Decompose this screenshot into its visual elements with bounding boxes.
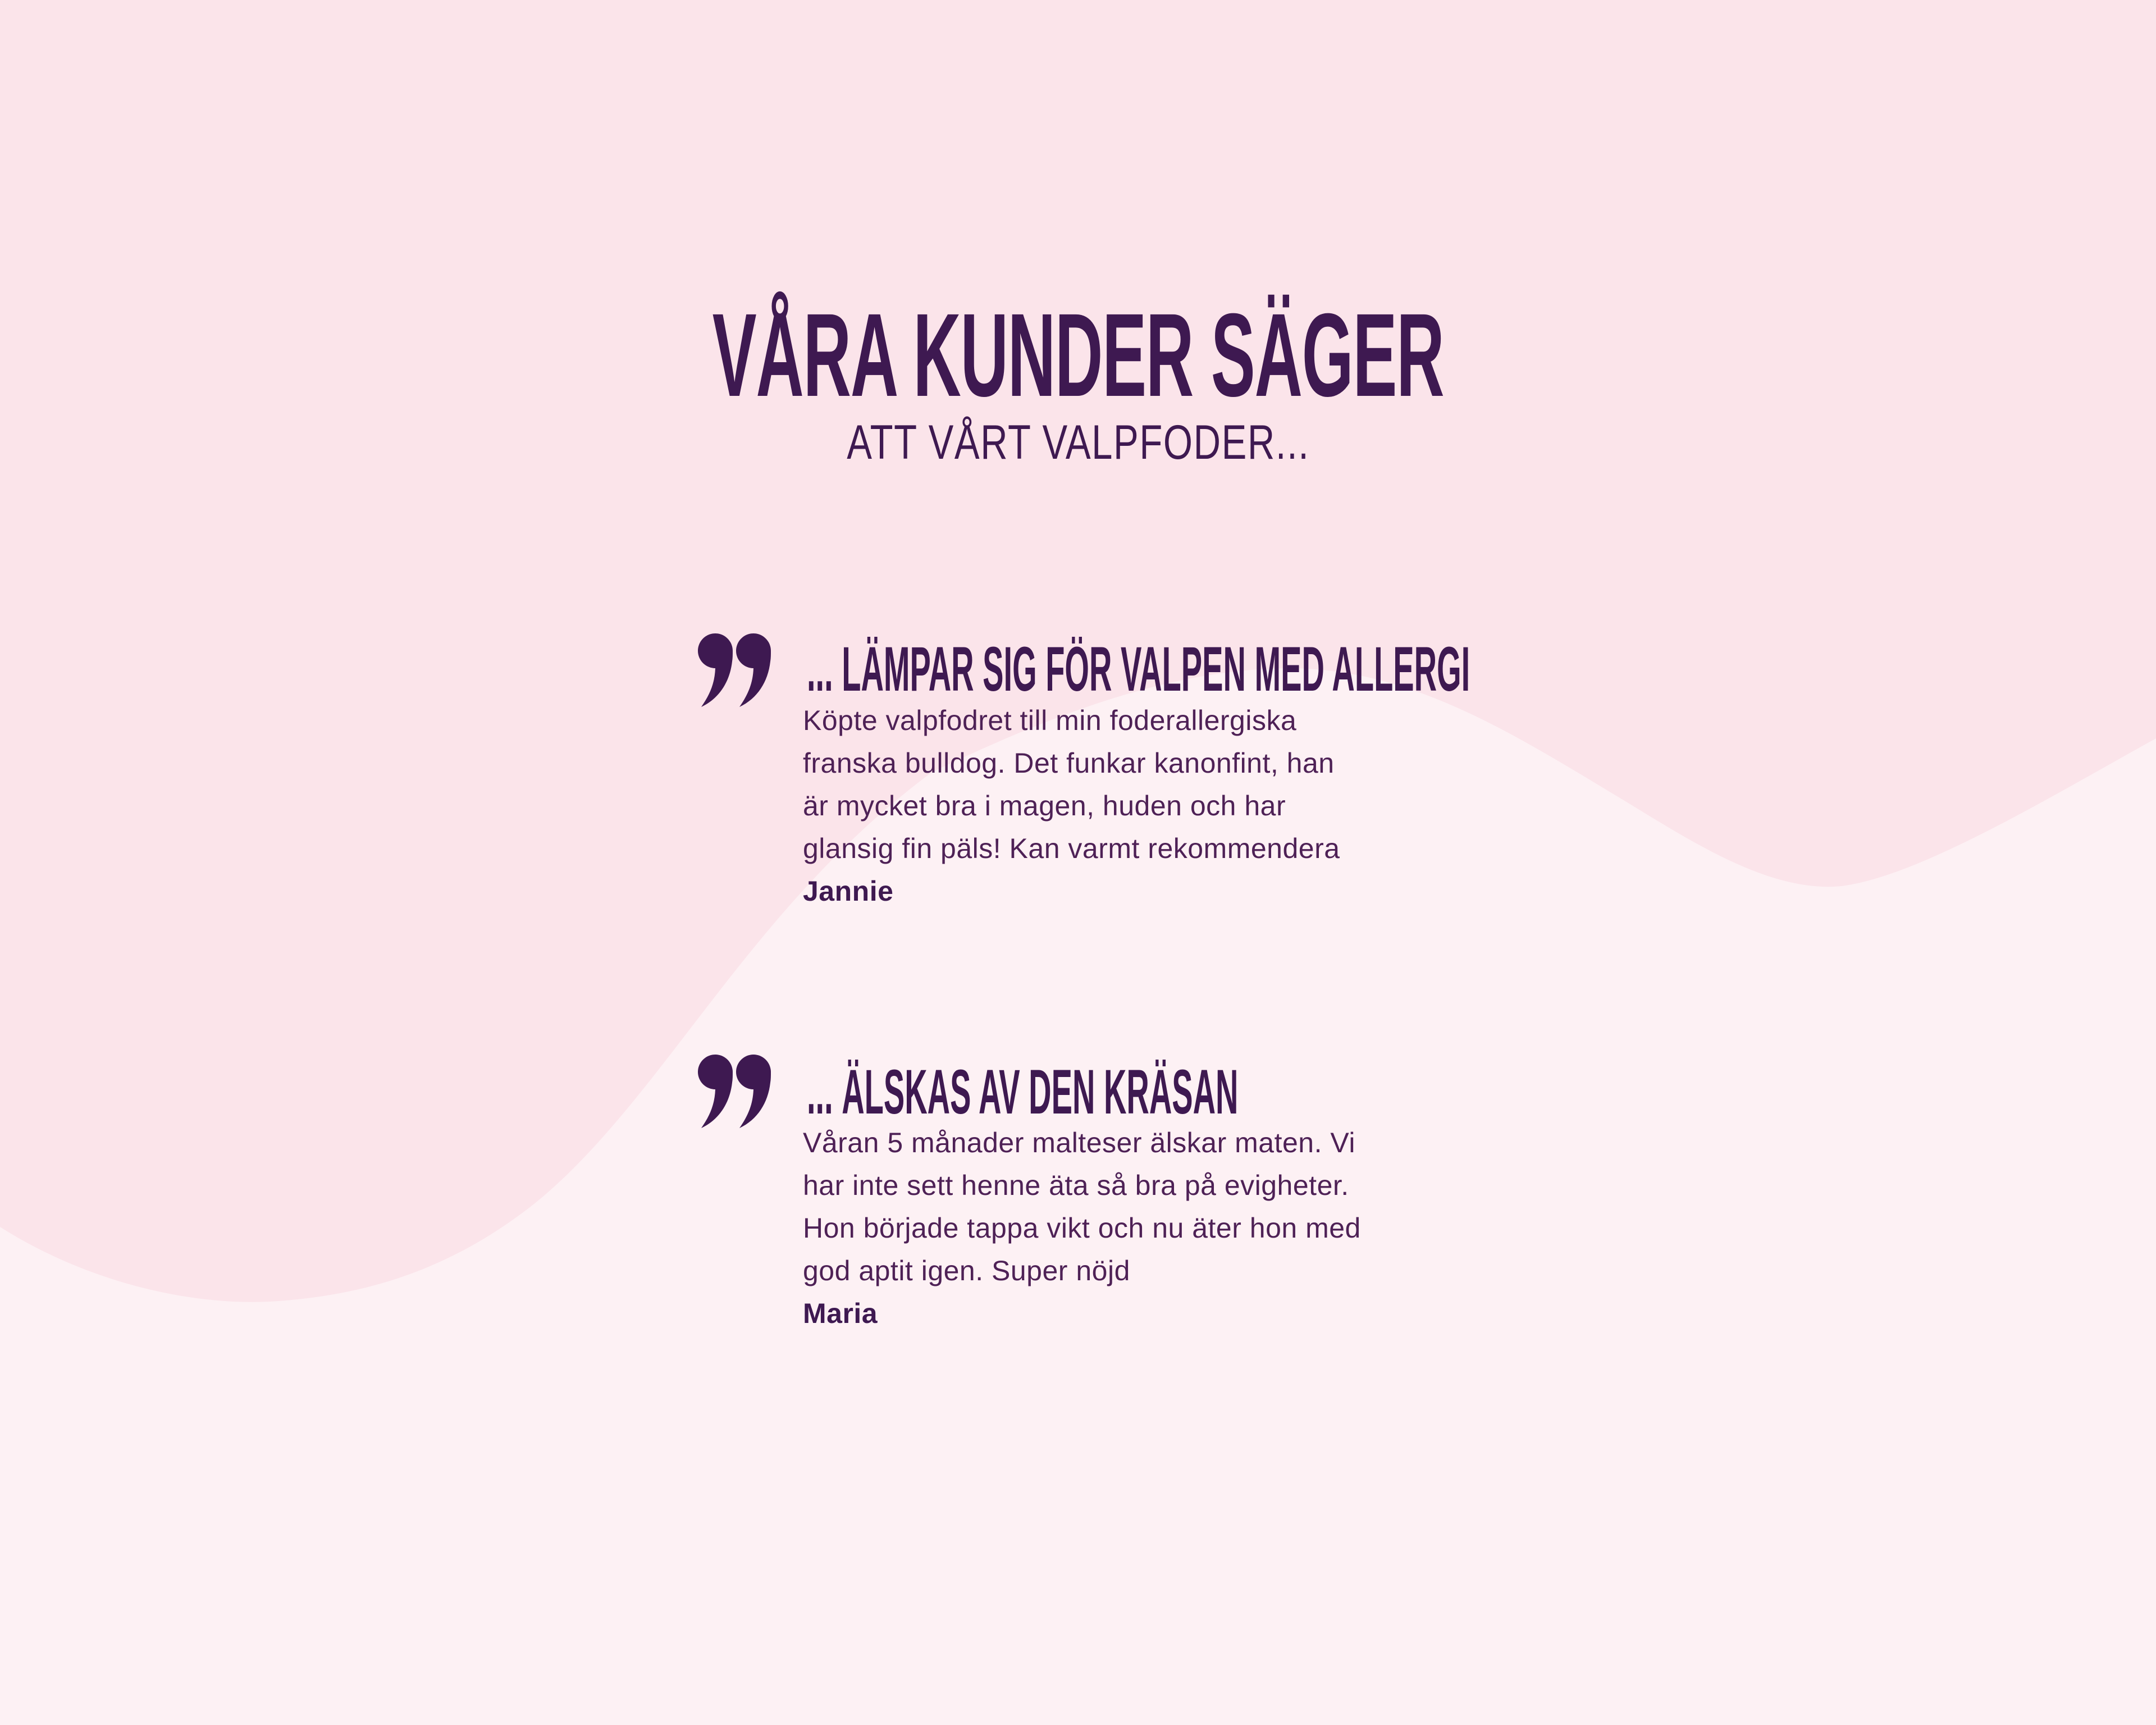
testimonial-1-body <box>803 699 1589 912</box>
testimonial-2-line-2: har inte sett henne äta så bra på evigheter. <box>803 1170 1349 1201</box>
page-subtitle <box>0 418 2156 467</box>
quote-icon <box>698 633 771 709</box>
testimonial-2-line-1: Våran 5 månader malteser älskar maten. Vi <box>803 1127 1355 1158</box>
page-subtitle-text: ATT VÅRT VALPFODER... <box>846 416 1310 469</box>
testimonial-1-heading-text: ... LÄMPAR SIG FÖR VALPEN MED ALLERGI <box>807 634 1470 704</box>
testimonial-2-author: Maria <box>803 1298 878 1329</box>
testimonial-1-line-1: Köpte valpfodret till min foderallergiska <box>803 705 1297 736</box>
testimonial-2-line-3: Hon började tappa vikt och nu äter hon med <box>803 1212 1361 1244</box>
page-title-text: VÅRA KUNDER SÄGER <box>712 289 1444 421</box>
testimonial-1-author: Jannie <box>803 875 894 907</box>
testimonial-2-line-4: god aptit igen. Super nöjd <box>803 1255 1130 1286</box>
quote-icon <box>698 1055 771 1130</box>
testimonial-1-line-2: franska bulldog. Det funkar kanonfint, han <box>803 747 1335 779</box>
testimonial-1-line-3: är mycket bra i magen, huden och har <box>803 790 1286 822</box>
testimonial-2-body <box>803 1121 1589 1335</box>
page-title <box>0 289 2156 421</box>
testimonial-1-heading <box>807 634 2133 704</box>
testimonial-1-line-4: glansig fin päls! Kan varmt rekommendera <box>803 833 1340 864</box>
testimonial-2-heading <box>807 1057 1670 1127</box>
testimonial-2-heading-text: ... ÄLSKAS AV DEN KRÄSAN <box>807 1057 1239 1127</box>
